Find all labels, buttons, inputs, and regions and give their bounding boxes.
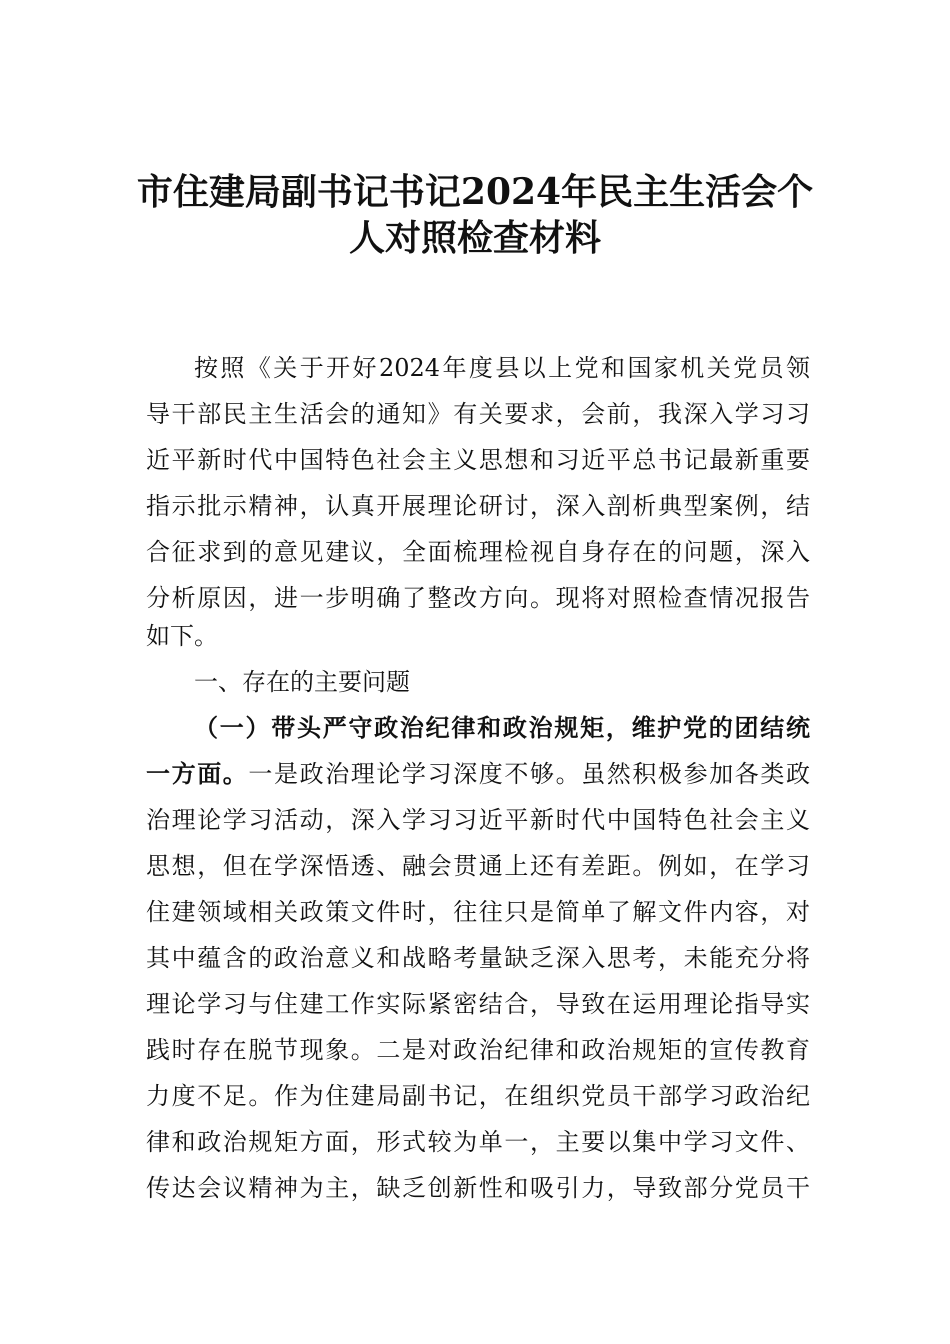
body-line: 住建领域相关政策文件时，往往只是简单了解文件内容，对 xyxy=(146,898,810,926)
intro-paragraph-line: 分析原因，进一步明确了整改方向。现将对照检查情况报告 xyxy=(146,584,810,612)
body-line: 思想，但在学深悟透、融会贯通上还有差距。例如，在学习 xyxy=(146,852,810,880)
body-line: 践时存在脱节现象。二是对政治纪律和政治规矩的宣传教育 xyxy=(146,1036,810,1064)
intro-paragraph-line: 如下。 xyxy=(146,622,218,650)
body-text: 一是政治理论学习深度不够。虽然积极参加各类政 xyxy=(248,760,811,788)
body-line: 传达会议精神为主，缺乏创新性和吸引力，导致部分党员干 xyxy=(146,1174,810,1202)
body-line: 治理论学习活动，深入学习习近平新时代中国特色社会主义 xyxy=(146,806,810,834)
body-line: 力度不足。作为住建局副书记，在组织党员干部学习政治纪 xyxy=(146,1082,810,1110)
document-title-line-1: 市住建局副书记书记2024年民主生活会个 xyxy=(136,171,814,213)
intro-paragraph-line: 导干部民主生活会的通知》有关要求，会前，我深入学习习 xyxy=(146,400,810,428)
document-title-line-2: 人对照检查材料 xyxy=(348,217,601,259)
intro-paragraph-line: 指示批示精神，认真开展理论研讨，深入剖析典型案例，结 xyxy=(146,492,810,520)
section-heading: 一、存在的主要问题 xyxy=(194,668,410,696)
body-line: 律和政治规矩方面，形式较为单一，主要以集中学习文件、 xyxy=(146,1128,810,1156)
body-line: 理论学习与住建工作实际紧密结合，导致在运用理论指导实 xyxy=(146,990,810,1018)
subsection-heading-tail: 一方面。 xyxy=(146,759,249,788)
intro-paragraph-line: 按照《关于开好2024年度县以上党和国家机关党员领 xyxy=(194,354,810,382)
subsection-heading: （一）带头严守政治纪律和政治规矩，维护党的团结统 xyxy=(194,713,810,742)
intro-paragraph-line: 近平新时代中国特色社会主义思想和习近平总书记最新重要 xyxy=(146,446,810,474)
body-line: 其中蕴含的政治意义和战略考量缺乏深入思考，未能充分将 xyxy=(146,944,810,972)
intro-paragraph-line: 合征求到的意见建议，全面梳理检视自身存在的问题，深入 xyxy=(146,538,810,566)
body-line xyxy=(146,752,810,796)
